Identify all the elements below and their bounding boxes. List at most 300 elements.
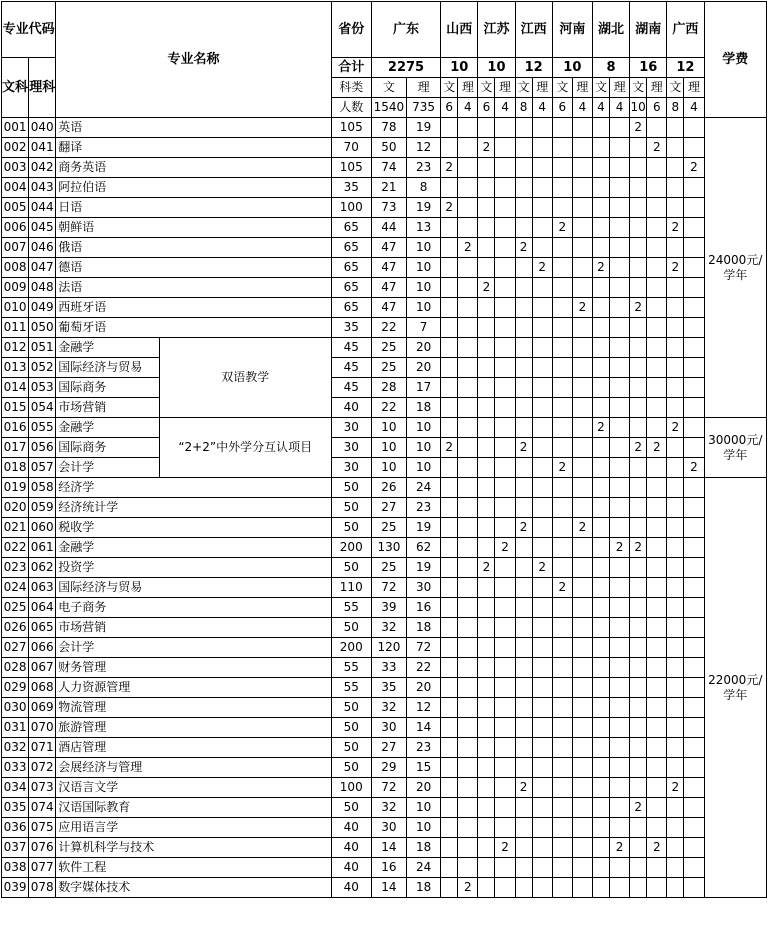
province-quota-cell <box>515 158 532 178</box>
province-quota-cell <box>458 158 478 178</box>
province-quota-cell <box>630 658 647 678</box>
province-quota-cell <box>552 778 572 798</box>
arts-code: 006 <box>2 218 29 238</box>
province-quota-cell <box>630 318 647 338</box>
province-quota-cell <box>610 518 630 538</box>
province-quota-cell <box>495 238 515 258</box>
count-arts-henan: 6 <box>552 98 572 118</box>
province-quota-cell <box>592 498 609 518</box>
province-quota-cell <box>441 258 458 278</box>
province-quota-cell: 2 <box>532 558 552 578</box>
province-quota-cell <box>667 298 684 318</box>
province-quota-cell <box>552 138 572 158</box>
province-quota-cell: 2 <box>532 258 552 278</box>
province-quota-cell <box>592 338 609 358</box>
province-quota-cell <box>515 218 532 238</box>
province-quota-cell <box>592 798 609 818</box>
province-quota-cell <box>684 218 704 238</box>
total-jiangsu: 10 <box>478 58 515 78</box>
province-quota-cell <box>532 478 552 498</box>
major-name: 市场营销 <box>56 398 160 418</box>
province-quota-cell <box>495 578 515 598</box>
science-code: 078 <box>29 878 56 898</box>
major-name: 法语 <box>56 278 331 298</box>
province-quota-cell <box>667 558 684 578</box>
major-name: 英语 <box>56 118 331 138</box>
total-count: 50 <box>331 498 371 518</box>
province-quota-cell <box>684 758 704 778</box>
count-science-jiangsu: 4 <box>495 98 515 118</box>
science-code: 065 <box>29 618 56 638</box>
province-quota-cell <box>630 638 647 658</box>
province-quota-cell <box>684 258 704 278</box>
major-name: 经济学 <box>56 478 331 498</box>
province-quota-cell <box>458 598 478 618</box>
table-row <box>2 678 767 698</box>
guangdong-arts-count: 28 <box>371 378 406 398</box>
total-count: 65 <box>331 218 371 238</box>
total-count: 50 <box>331 618 371 638</box>
category-science-guangdong: 理 <box>407 78 441 98</box>
category-label: 科类 <box>331 78 371 98</box>
guangdong-arts-count: 22 <box>371 398 406 418</box>
province-quota-cell <box>552 478 572 498</box>
province-quota-cell <box>532 598 552 618</box>
province-quota-cell <box>478 158 495 178</box>
science-code: 076 <box>29 838 56 858</box>
total-guangdong: 2275 <box>371 58 440 78</box>
province-quota-cell <box>630 158 647 178</box>
province-quota-cell <box>495 818 515 838</box>
science-code: 047 <box>29 258 56 278</box>
count-science-jiangxi: 4 <box>532 98 552 118</box>
province-quota-cell <box>667 118 684 138</box>
province-quota-cell <box>592 298 609 318</box>
total-count: 35 <box>331 178 371 198</box>
table-row <box>2 658 767 678</box>
province-quota-cell <box>572 158 592 178</box>
province-quota-cell <box>515 278 532 298</box>
guangdong-arts-count: 33 <box>371 658 406 678</box>
province-quota-cell <box>684 358 704 378</box>
province-quota-cell <box>684 818 704 838</box>
province-quota-cell <box>592 758 609 778</box>
province-quota-cell: 2 <box>478 278 495 298</box>
province-quota-cell <box>478 798 495 818</box>
arts-code: 009 <box>2 278 29 298</box>
province-quota-cell <box>684 658 704 678</box>
guangdong-science-count: 72 <box>407 638 441 658</box>
table-row <box>2 738 767 758</box>
province-quota-cell <box>610 478 630 498</box>
arts-code: 029 <box>2 678 29 698</box>
count-arts-jiangsu: 6 <box>478 98 495 118</box>
province-quota-cell <box>667 518 684 538</box>
province-quota-cell <box>592 518 609 538</box>
total-count: 200 <box>331 538 371 558</box>
province-quota-cell <box>667 738 684 758</box>
major-name: 翻译 <box>56 138 331 158</box>
province-quota-cell <box>552 178 572 198</box>
province-quota-cell <box>572 538 592 558</box>
category-science: 理 <box>572 78 592 98</box>
province-quota-cell <box>495 858 515 878</box>
province-quota-cell <box>532 858 552 878</box>
total-count: 35 <box>331 318 371 338</box>
category-arts: 文 <box>478 78 495 98</box>
province-quota-cell <box>495 138 515 158</box>
province-quota-cell <box>592 478 609 498</box>
province-quota-cell <box>610 878 630 898</box>
total-count: 50 <box>331 718 371 738</box>
total-count: 55 <box>331 658 371 678</box>
admission-plan-table <box>1 1 767 898</box>
table-row <box>2 878 767 898</box>
province-quota-cell <box>667 278 684 298</box>
province-quota-cell <box>630 698 647 718</box>
province-quota-cell <box>592 658 609 678</box>
province-quota-cell: 2 <box>647 438 667 458</box>
province-quota-cell <box>495 438 515 458</box>
guangdong-science-count: 22 <box>407 658 441 678</box>
province-quota-cell <box>532 638 552 658</box>
province-quota-cell <box>478 818 495 838</box>
province-quota-cell: 2 <box>684 458 704 478</box>
province-quota-cell <box>684 798 704 818</box>
province-quota-cell <box>441 778 458 798</box>
province-quota-cell <box>684 418 704 438</box>
science-code: 075 <box>29 818 56 838</box>
province-quota-cell <box>630 778 647 798</box>
province-quota-cell <box>478 498 495 518</box>
province-quota-cell <box>684 178 704 198</box>
province-quota-cell <box>532 718 552 738</box>
guangdong-arts-count: 30 <box>371 818 406 838</box>
province-quota-cell <box>458 478 478 498</box>
table-row <box>2 278 767 298</box>
table-row <box>2 518 767 538</box>
count-label: 人数 <box>331 98 371 118</box>
arts-code: 021 <box>2 518 29 538</box>
province-quota-cell <box>478 378 495 398</box>
province-quota-cell <box>478 538 495 558</box>
province-quota-cell <box>647 318 667 338</box>
province-quota-cell <box>478 878 495 898</box>
total-count: 50 <box>331 558 371 578</box>
table-row <box>2 158 767 178</box>
guangdong-science-count: 10 <box>407 418 441 438</box>
table-row <box>2 198 767 218</box>
province-quota-cell <box>532 518 552 538</box>
table-row <box>2 838 767 858</box>
province-quota-cell <box>592 538 609 558</box>
province-quota-cell <box>515 358 532 378</box>
total-count: 200 <box>331 638 371 658</box>
province-quota-cell <box>572 338 592 358</box>
major-name: 金融学 <box>56 338 160 358</box>
province-quota-cell <box>667 818 684 838</box>
province-quota-cell <box>495 758 515 778</box>
province-quota-cell <box>441 138 458 158</box>
province-quota-cell <box>592 438 609 458</box>
guangdong-science-count: 15 <box>407 758 441 778</box>
province-quota-cell <box>478 778 495 798</box>
province-quota-cell <box>515 738 532 758</box>
province-quota-cell <box>667 858 684 878</box>
category-arts: 文 <box>592 78 609 98</box>
province-quota-cell <box>552 358 572 378</box>
province-quota-cell <box>458 338 478 358</box>
province-quota-cell <box>495 358 515 378</box>
province-quota-cell <box>515 418 532 438</box>
province-quota-cell <box>515 298 532 318</box>
province-quota-cell <box>515 638 532 658</box>
province-quota-cell <box>572 318 592 338</box>
science-code: 044 <box>29 198 56 218</box>
guangdong-arts-count: 10 <box>371 438 406 458</box>
count-arts-guangxi: 8 <box>667 98 684 118</box>
province-quota-cell: 2 <box>630 298 647 318</box>
province-quota-cell <box>610 578 630 598</box>
science-code: 071 <box>29 738 56 758</box>
province-jiangxi: 江西 <box>515 2 552 58</box>
province-quota-cell <box>647 798 667 818</box>
arts-code: 001 <box>2 118 29 138</box>
province-quota-cell <box>552 718 572 738</box>
arts-code: 026 <box>2 618 29 638</box>
province-quota-cell <box>552 818 572 838</box>
category-science: 理 <box>684 78 704 98</box>
province-quota-cell <box>478 718 495 738</box>
province-quota-cell <box>610 398 630 418</box>
province-quota-cell <box>610 678 630 698</box>
arts-code: 018 <box>2 458 29 478</box>
province-quota-cell <box>667 538 684 558</box>
province-quota-cell <box>532 878 552 898</box>
province-quota-cell <box>592 638 609 658</box>
province-quota-cell <box>572 778 592 798</box>
science-code: 046 <box>29 238 56 258</box>
guangdong-arts-count: 25 <box>371 338 406 358</box>
province-quota-cell <box>647 278 667 298</box>
province-quota-cell <box>667 718 684 738</box>
province-quota-cell <box>592 818 609 838</box>
province-quota-cell <box>684 378 704 398</box>
province-quota-cell: 2 <box>592 418 609 438</box>
province-quota-cell <box>592 858 609 878</box>
province-quota-cell <box>592 778 609 798</box>
table-row <box>2 438 767 458</box>
province-quota-cell <box>630 418 647 438</box>
table-row <box>2 778 767 798</box>
province-quota-cell <box>610 718 630 738</box>
province-quota-cell <box>592 218 609 238</box>
province-quota-cell <box>515 498 532 518</box>
science-code: 041 <box>29 138 56 158</box>
province-quota-cell: 2 <box>667 218 684 238</box>
province-quota-cell <box>647 218 667 238</box>
province-quota-cell <box>647 538 667 558</box>
science-code: 051 <box>29 338 56 358</box>
count-science-shanxi: 4 <box>458 98 478 118</box>
guangdong-science-count: 18 <box>407 838 441 858</box>
province-quota-cell <box>532 618 552 638</box>
table-row <box>2 418 767 438</box>
science-code: 043 <box>29 178 56 198</box>
science-code: 059 <box>29 498 56 518</box>
guangdong-science-count: 19 <box>407 198 441 218</box>
guangdong-science-count: 18 <box>407 618 441 638</box>
table-row <box>2 718 767 738</box>
province-quota-cell <box>441 218 458 238</box>
province-quota-cell <box>667 158 684 178</box>
major-name: 国际商务 <box>56 438 160 458</box>
province-quota-cell <box>630 258 647 278</box>
province-quota-cell <box>572 358 592 378</box>
province-quota-cell <box>458 418 478 438</box>
province-quota-cell <box>552 298 572 318</box>
province-quota-cell <box>478 218 495 238</box>
province-quota-cell <box>630 878 647 898</box>
province-quota-cell <box>630 478 647 498</box>
science-code: 061 <box>29 538 56 558</box>
province-quota-cell <box>478 678 495 698</box>
province-quota-cell <box>495 678 515 698</box>
province-quota-cell <box>441 638 458 658</box>
province-quota-cell <box>684 398 704 418</box>
total-count: 50 <box>331 478 371 498</box>
province-quota-cell <box>610 638 630 658</box>
province-quota-cell <box>572 138 592 158</box>
science-code: 054 <box>29 398 56 418</box>
table-row <box>2 618 767 638</box>
province-quota-cell: 2 <box>458 878 478 898</box>
province-quota-cell <box>592 158 609 178</box>
province-quota-cell <box>552 418 572 438</box>
science-code: 052 <box>29 358 56 378</box>
province-quota-cell <box>630 338 647 358</box>
arts-code: 017 <box>2 438 29 458</box>
major-name: 国际商务 <box>56 378 160 398</box>
province-quota-cell <box>532 418 552 438</box>
guangdong-science-count: 19 <box>407 518 441 538</box>
total-count: 40 <box>331 838 371 858</box>
province-quota-cell <box>441 798 458 818</box>
province-quota-cell <box>667 198 684 218</box>
province-quota-cell <box>572 658 592 678</box>
arts-code: 005 <box>2 198 29 218</box>
province-quota-cell <box>458 538 478 558</box>
category-arts: 文 <box>552 78 572 98</box>
province-quota-cell <box>684 338 704 358</box>
count-science-guangdong: 735 <box>407 98 441 118</box>
guangdong-science-count: 10 <box>407 278 441 298</box>
province-quota-cell <box>630 558 647 578</box>
province-quota-cell <box>532 578 552 598</box>
province-quota-cell <box>630 758 647 778</box>
total-count: 50 <box>331 518 371 538</box>
guangdong-arts-count: 29 <box>371 758 406 778</box>
province-quota-cell <box>478 178 495 198</box>
arts-code: 012 <box>2 338 29 358</box>
province-quota-cell <box>630 598 647 618</box>
province-quota-cell <box>610 858 630 878</box>
province-quota-cell <box>495 258 515 278</box>
major-name: 会展经济与管理 <box>56 758 331 778</box>
province-quota-cell <box>495 418 515 438</box>
guangdong-arts-count: 120 <box>371 638 406 658</box>
province-quota-cell <box>532 218 552 238</box>
count-science-hubei: 4 <box>610 98 630 118</box>
arts-code: 002 <box>2 138 29 158</box>
province-quota-cell <box>552 758 572 778</box>
province-quota-cell <box>610 418 630 438</box>
province-quota-cell <box>478 198 495 218</box>
province-quota-cell <box>478 458 495 478</box>
guangdong-science-count: 12 <box>407 698 441 718</box>
province-quota-cell <box>458 358 478 378</box>
science-code: 069 <box>29 698 56 718</box>
province-quota-cell <box>532 158 552 178</box>
province-quota-cell <box>610 558 630 578</box>
province-quota-cell <box>647 878 667 898</box>
province-quota-cell <box>552 838 572 858</box>
guangdong-science-count: 18 <box>407 398 441 418</box>
province-quota-cell: 2 <box>552 218 572 238</box>
province-quota-cell <box>592 738 609 758</box>
guangdong-arts-count: 32 <box>371 798 406 818</box>
table-row <box>2 218 767 238</box>
province-quota-cell <box>592 178 609 198</box>
province-quota-cell <box>515 138 532 158</box>
province-quota-cell <box>684 638 704 658</box>
province-quota-cell <box>572 858 592 878</box>
science-code: 064 <box>29 598 56 618</box>
province-quota-cell <box>630 278 647 298</box>
total-count: 110 <box>331 578 371 598</box>
province-quota-cell <box>630 618 647 638</box>
arts-code: 022 <box>2 538 29 558</box>
province-quota-cell <box>592 198 609 218</box>
province-quota-cell <box>515 198 532 218</box>
province-quota-cell <box>515 818 532 838</box>
province-quota-cell <box>532 678 552 698</box>
province-quota-cell <box>441 578 458 598</box>
province-quota-cell <box>647 178 667 198</box>
province-quota-cell <box>515 698 532 718</box>
province-quota-cell <box>572 238 592 258</box>
province-quota-cell: 2 <box>552 458 572 478</box>
province-quota-cell <box>441 878 458 898</box>
total-guangxi: 12 <box>667 58 704 78</box>
province-quota-cell <box>532 538 552 558</box>
province-quota-cell <box>572 838 592 858</box>
province-quota-cell <box>478 318 495 338</box>
table-row <box>2 478 767 498</box>
province-quota-cell: 2 <box>667 418 684 438</box>
province-quota-cell: 2 <box>630 798 647 818</box>
major-name: 朝鲜语 <box>56 218 331 238</box>
province-quota-cell <box>441 418 458 438</box>
province-quota-cell <box>478 418 495 438</box>
science-code: 074 <box>29 798 56 818</box>
major-name: 软件工程 <box>56 858 331 878</box>
province-quota-cell <box>684 838 704 858</box>
province-quota-cell <box>647 658 667 678</box>
table-row <box>2 138 767 158</box>
province-quota-cell: 2 <box>572 518 592 538</box>
guangdong-science-count: 16 <box>407 598 441 618</box>
